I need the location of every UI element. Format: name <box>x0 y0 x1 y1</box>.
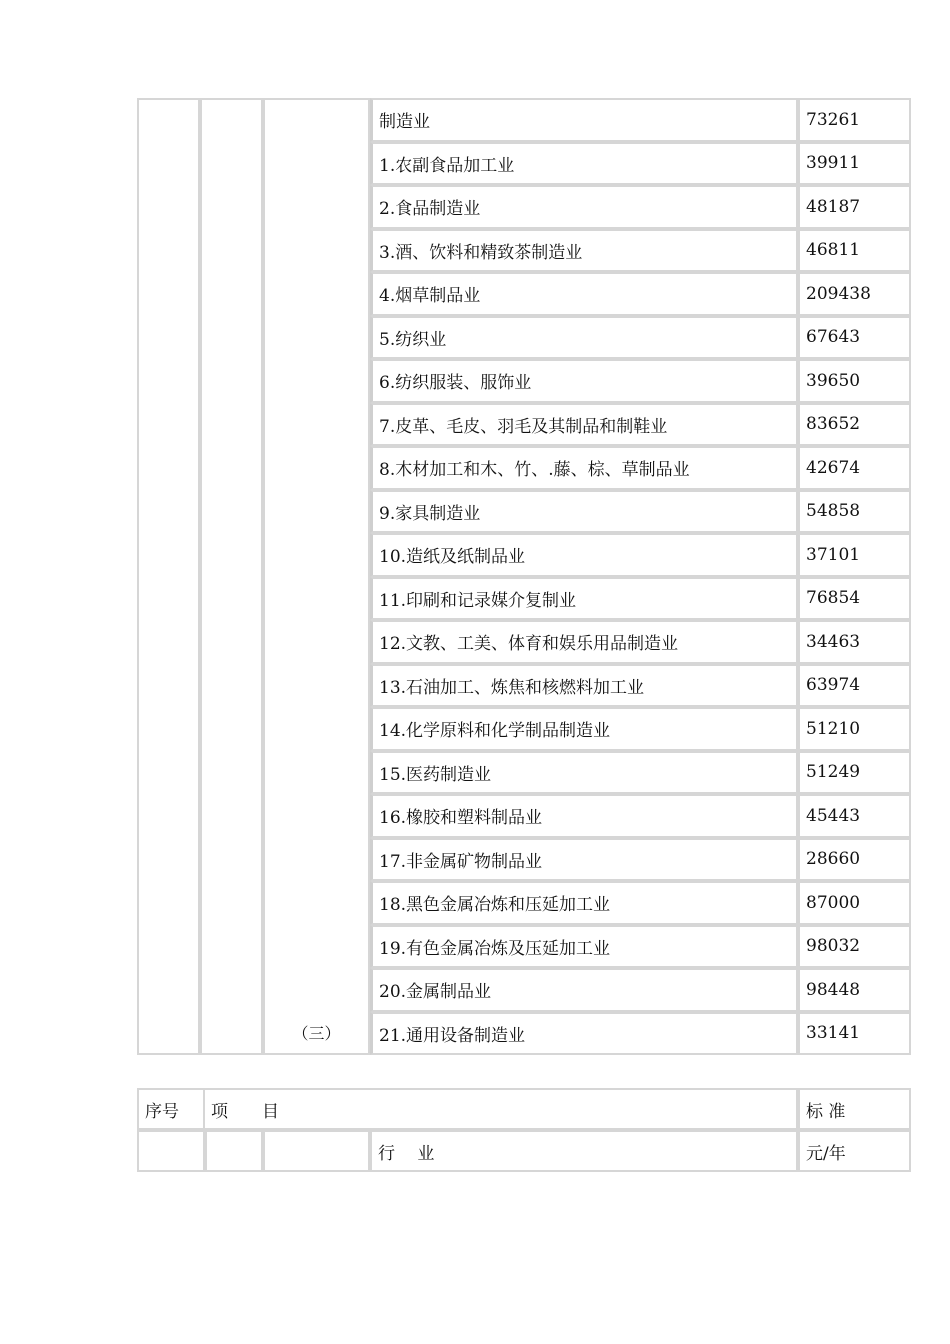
section-number <box>263 620 370 664</box>
standard-value: 98032 <box>798 925 911 969</box>
header-row <box>137 1088 911 1130</box>
section-number <box>263 751 370 795</box>
table-row <box>137 1012 911 1056</box>
standard-value: 83652 <box>798 403 911 447</box>
industry-name: 7.皮革、毛皮、羽毛及其制品和制鞋业 <box>370 403 798 447</box>
industry-name: 6.纺织服装、服饰业 <box>370 359 798 403</box>
section-number <box>263 316 370 360</box>
subheader-row <box>137 1130 911 1172</box>
table-row <box>137 490 911 534</box>
standard-value: 54858 <box>798 490 911 534</box>
table-row <box>137 620 911 664</box>
table-row <box>137 359 911 403</box>
table-row <box>137 925 911 969</box>
standard-value: 51210 <box>798 707 911 751</box>
industry-name: 10.造纸及纸制品业 <box>370 533 798 577</box>
industry-name: 12.文教、工美、体育和娱乐用品制造业 <box>370 620 798 664</box>
standard-value: 73261 <box>798 98 911 142</box>
section-number <box>263 98 370 142</box>
table-row <box>137 185 911 229</box>
industry-name: 13.石油加工、炼焦和核燃料加工业 <box>370 664 798 708</box>
section-number <box>263 403 370 447</box>
standard-value: 209438 <box>798 272 911 316</box>
section-number <box>263 577 370 621</box>
standard-value: 76854 <box>798 577 911 621</box>
wage-standard-table <box>137 98 911 1055</box>
standard-value: 87000 <box>798 881 911 925</box>
standard-value: 98448 <box>798 968 911 1012</box>
table-row <box>137 968 911 1012</box>
table-row <box>137 142 911 186</box>
section-number <box>263 925 370 969</box>
standard-value: 33141 <box>798 1012 911 1056</box>
table-row <box>137 881 911 925</box>
section-number <box>263 446 370 490</box>
industry-name: 9.家具制造业 <box>370 490 798 534</box>
section-number <box>263 533 370 577</box>
table-row <box>137 838 911 882</box>
section-number <box>263 272 370 316</box>
standard-header: 标 准 <box>798 1088 911 1130</box>
section-number <box>263 794 370 838</box>
industry-name: 17.非金属矿物制品业 <box>370 838 798 882</box>
item-header: 项 目 <box>205 1088 798 1130</box>
standard-value: 34463 <box>798 620 911 664</box>
table-header-block <box>137 1088 911 1172</box>
industry-name: 4.烟草制品业 <box>370 272 798 316</box>
standard-value: 28660 <box>798 838 911 882</box>
standard-value: 37101 <box>798 533 911 577</box>
standard-value: 63974 <box>798 664 911 708</box>
section-number <box>263 359 370 403</box>
table-row <box>137 577 911 621</box>
seq-header: 序号 <box>137 1088 205 1130</box>
industry-name: 19.有色金属冶炼及压延加工业 <box>370 925 798 969</box>
table-row <box>137 98 911 142</box>
section-number <box>263 490 370 534</box>
section-number <box>263 707 370 751</box>
standard-value: 51249 <box>798 751 911 795</box>
table-row <box>137 272 911 316</box>
standard-value: 45443 <box>798 794 911 838</box>
industry-name: 制造业 <box>370 98 798 142</box>
unit-header: 元/年 <box>798 1130 911 1172</box>
section-number <box>263 142 370 186</box>
standard-value: 46811 <box>798 229 911 273</box>
table-row <box>137 794 911 838</box>
standard-value: 67643 <box>798 316 911 360</box>
industry-name: 8.木材加工和木、竹、.藤、棕、草制品业 <box>370 446 798 490</box>
section-number <box>263 881 370 925</box>
section-number: （三） <box>263 1012 370 1056</box>
standard-value: 39650 <box>798 359 911 403</box>
standard-value: 48187 <box>798 185 911 229</box>
section-number <box>263 185 370 229</box>
industry-name: 3.酒、饮料和精致茶制造业 <box>370 229 798 273</box>
industry-name: 16.橡胶和塑料制品业 <box>370 794 798 838</box>
table-row <box>137 316 911 360</box>
table-row <box>137 446 911 490</box>
table-row <box>137 229 911 273</box>
industry-name: 21.通用设备制造业 <box>370 1012 798 1056</box>
table-row <box>137 664 911 708</box>
standard-value: 39911 <box>798 142 911 186</box>
industry-name: 1.农副食品加工业 <box>370 142 798 186</box>
standard-value: 42674 <box>798 446 911 490</box>
industry-name: 2.食品制造业 <box>370 185 798 229</box>
table-row <box>137 707 911 751</box>
section-number <box>263 838 370 882</box>
section-number <box>263 664 370 708</box>
table-row <box>137 533 911 577</box>
section-number <box>263 968 370 1012</box>
industry-name: 15.医药制造业 <box>370 751 798 795</box>
industry-name: 5.纺织业 <box>370 316 798 360</box>
industry-name: 14.化学原料和化学制品制造业 <box>370 707 798 751</box>
industry-header: 行 业 <box>370 1130 798 1172</box>
section-number <box>263 229 370 273</box>
table-row <box>137 751 911 795</box>
table-row <box>137 403 911 447</box>
industry-name: 11.印刷和记录媒介复制业 <box>370 577 798 621</box>
industry-name: 20.金属制品业 <box>370 968 798 1012</box>
industry-name: 18.黑色金属冶炼和压延加工业 <box>370 881 798 925</box>
